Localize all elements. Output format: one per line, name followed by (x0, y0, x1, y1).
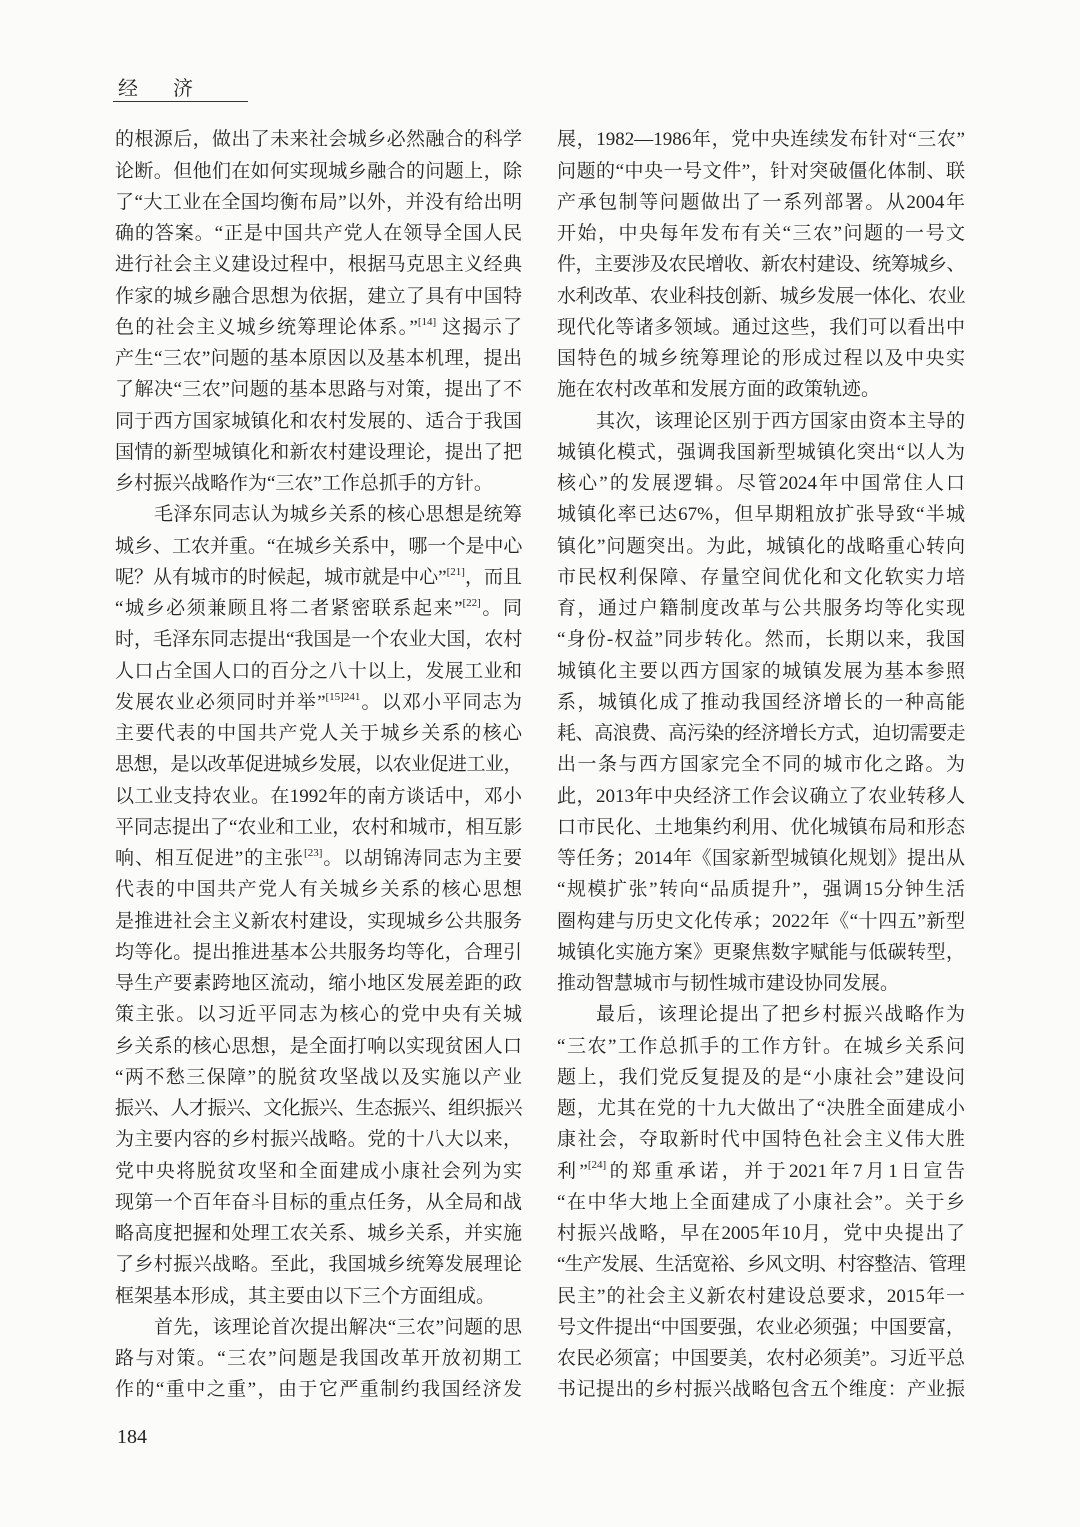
text-segment: 发展农业必须同时并举” (115, 691, 326, 713)
paragraph (557, 999, 965, 1405)
citation-ref: [23] (304, 846, 323, 859)
text-line: 思想，是以改革促进城乡发展，以农业促进工业， (115, 754, 522, 776)
text-line: 国情的新型城镇化和新农村建设理论，提出了把 (115, 441, 522, 463)
text-line (115, 593, 522, 624)
text-line: 系，城镇化成了推动我国经济增长的一种高能 (557, 691, 965, 713)
text-line: 出一条与西方国家完全不同的城市化之路。为 (557, 754, 965, 776)
text-line: 城乡、工农并重。“在城乡关系中，哪一个是中心 (115, 535, 523, 557)
text-line: 件，主要涉及农民增收、新农村建设、统筹城乡、 (557, 254, 965, 276)
text-line: 代表的中国共产党人有关城乡关系的核心思想 (115, 879, 522, 901)
text-line: 此，2013年中央经济工作会议确立了农业转移人 (557, 785, 965, 807)
text-line: 镇化”问题突出。为此，城镇化的战略重心转向 (557, 535, 965, 557)
text-line (115, 312, 522, 343)
text-line: 了“大工业在全国均衡布局”以外，并没有给出明 (115, 191, 522, 213)
text-line: 等任务；2014年《国家新型城镇化规划》提出从 (557, 848, 965, 870)
text-line: 施在农村改革和发展方面的政策轨迹。 (557, 379, 881, 401)
text-line: 党中央将脱贫攻坚和全面建成小康社会列为实 (115, 1160, 522, 1182)
text-line (115, 687, 522, 718)
text-line: 水利改革、农业科技创新、城乡发展一体化、农业 (557, 285, 965, 307)
text-line: 的根源后，做出了未来社会城乡必然融合的科学 (115, 129, 522, 151)
text-line: 书记提出的乡村振兴战略包含五个维度：产业振 (557, 1379, 965, 1401)
text-line: 口市民化、土地集约利用、优化城镇布局和形态 (557, 816, 965, 838)
citation-ref: [14] (417, 315, 437, 328)
text-line: 论断。但他们在如何实现城乡融合的问题上，除 (115, 160, 522, 182)
text-line: 振兴、人才振兴、文化振兴、生态振兴、组织振兴 (115, 1098, 522, 1120)
text-line: 康社会，夺取新时代中国特色社会主义伟大胜 (557, 1129, 965, 1151)
text-line: 民主”的社会主义新农村建设总要求，2015年一 (557, 1285, 965, 1307)
text-line (115, 562, 522, 593)
text-line: 问题的“中央一号文件”，针对突破僵化体制、联 (557, 160, 965, 182)
text-line: “规模扩张”转向“品质提升”，强调15分钟生活 (557, 879, 965, 901)
text-line: 农民必须富；中国要美，农村必须美”。习近平总 (557, 1348, 965, 1370)
text-segment: “城乡必须兼顾且将二者紧密联系起来” (115, 598, 463, 620)
text-line: 城镇化率已达67%，但早期粗放扩张导致“半城 (557, 504, 965, 526)
text-line: 导生产要素跨地区流动，缩小地区发展差距的政 (115, 973, 522, 995)
text-line: “生产发展、生活宽裕、乡风文明、村容整洁、管理 (557, 1254, 965, 1276)
text-line: 路与对策。“三农”问题是我国改革开放初期工 (115, 1348, 522, 1370)
running-head-title: 经 济 (118, 78, 208, 100)
running-head (113, 78, 248, 102)
text-line: 了解决“三农”问题的基本思路与对策，提出了不 (115, 379, 522, 401)
text-line: 推动智慧城市与韧性城市建设协同发展。 (557, 973, 900, 995)
text-segment: 这揭示了 (436, 316, 522, 338)
text-line: 城镇化实施方案》更聚焦数字赋能与低碳转型， (557, 941, 965, 963)
text-line: 现代化等诸多领域。通过这些，我们可以看出中 (557, 316, 965, 338)
text-line: 平同志提出了“农业和工业，农村和城市，相互影 (115, 816, 523, 838)
text-line: 了乡村振兴战略。至此，我国城乡统筹发展理论 (115, 1254, 522, 1276)
text-line: 现第一个百年奋斗目标的重点任务，从全局和战 (115, 1191, 522, 1213)
text-line: “身份-权益”同步转化。然而，长期以来，我国 (557, 629, 965, 651)
text-segment: 色的社会主义城乡统筹理论体系。” (115, 316, 418, 338)
text-line: 题，尤其在党的十九大做出了“决胜全面建成小 (557, 1098, 965, 1120)
text-line: 号文件提出“中国要强，农业必须强；中国要富， (557, 1316, 965, 1338)
text-line: 作家的城乡融合思想为依据，建立了具有中国特 (115, 285, 522, 307)
text-line: 其次，该理论区别于西方国家由资本主导的 (596, 410, 965, 432)
text-line: 开始，中央每年发布有关“三农”问题的一号文 (557, 223, 965, 245)
text-line: 均等化。提出推进基本公共服务均等化，合理引 (115, 941, 522, 963)
text-line (557, 1156, 965, 1187)
text-line: 市民权利保障、存量空间优化和文化软实力培 (557, 566, 965, 588)
paragraph (557, 406, 965, 1000)
paragraph (557, 124, 965, 405)
text-line: 村振兴战略，早在2005年10月，党中央提出了 (557, 1223, 965, 1245)
text-line: 城镇化主要以西方国家的城镇发展为基本参照 (557, 660, 965, 682)
text-segment: 。以胡锦涛同志为主要 (322, 848, 522, 870)
text-line: 乡关系的核心思想，是全面打响以实现贫困人口 (115, 1035, 522, 1057)
paragraph (115, 124, 522, 499)
text-line: 最后，该理论提出了把乡村振兴战略作为 (596, 1004, 965, 1026)
text-line: 产生“三农”问题的基本原因以及基本机理，提出 (115, 348, 522, 370)
text-line (115, 843, 522, 874)
citation-ref: [22] (462, 596, 481, 609)
text-line: 为主要内容的乡村振兴战略。党的十八大以来， (115, 1129, 522, 1151)
text-line: 核心”的发展逻辑。尽管2024年中国常住人口 (557, 473, 965, 495)
text-line: “两不愁三保障”的脱贫攻坚战以及实施以产业 (115, 1066, 522, 1088)
text-segment: 。同 (480, 598, 522, 620)
text-line: 框架基本形成，其主要由以下三个方面组成。 (115, 1285, 496, 1307)
text-line: 展，1982—1986年，党中央连续发布针对“三农” (557, 129, 965, 151)
text-segment: 。以邓小平同志为 (360, 691, 522, 713)
text-segment: 呢？从有城市的时候起，城市就是中心” (115, 566, 447, 588)
text-line: 育，通过户籍制度改革与公共服务均等化实现 (557, 598, 965, 620)
text-line: 确的答案。“正是中国共产党人在领导全国人民 (115, 223, 522, 245)
right-column (557, 124, 965, 1405)
paragraph (115, 499, 522, 1312)
text-line: 作的“重中之重”，由于它严重制约我国经济发 (115, 1379, 522, 1401)
text-line: 圈构建与历史文化传承；2022年《“十四五”新型 (557, 910, 965, 932)
text-line: 时，毛泽东同志提出“我国是一个农业大国，农村 (115, 629, 523, 651)
citation-ref: [21] (446, 565, 465, 578)
paragraph (115, 1312, 522, 1406)
text-segment: 利” (557, 1160, 588, 1182)
citation-ref: [15]241 (325, 690, 361, 703)
text-line: 进行社会主义建设过程中，根据马克思主义经典 (115, 254, 522, 276)
text-line: 同于西方国家城镇化和农村发展的、适合于我国 (115, 410, 522, 432)
text-line: 主要代表的中国共产党人关于城乡关系的核心 (115, 723, 522, 745)
page-number: 184 (117, 1426, 147, 1448)
text-line: 国特色的城乡统筹理论的形成过程以及中央实 (557, 348, 965, 370)
text-line: 耗、高浪费、高污染的经济增长方式，迫切需要走 (557, 723, 965, 745)
text-line: 城镇化模式，强调我国新型城镇化突出“以人为 (557, 441, 965, 463)
text-line: 乡村振兴战略作为“三农”工作总抓手的方针。 (115, 473, 493, 495)
text-line: “在中华大地上全面建成了小康社会”。关于乡 (557, 1191, 965, 1213)
text-line: 是推进社会主义新农村建设，实现城乡公共服务 (115, 910, 522, 932)
left-column (115, 124, 522, 1405)
text-segment: ，而且 (464, 566, 522, 588)
text-line: 以工业支持农业。在1992年的南方谈话中，邓小 (115, 785, 522, 807)
text-segment: 的郑重承诺，并于2021年7月1日宣告 (606, 1160, 965, 1182)
text-line: 策主张。以习近平同志为核心的党中央有关城 (115, 1004, 522, 1026)
text-line: 首先，该理论首次提出解决“三农”问题的思 (154, 1316, 522, 1338)
citation-ref: [24] (587, 1159, 607, 1172)
text-segment: 响、相互促进”的主张 (115, 848, 305, 870)
text-line: 毛泽东同志认为城乡关系的核心思想是统筹 (154, 504, 522, 526)
text-line: 产承包制等问题做出了一系列部署。从2004年 (557, 191, 965, 213)
text-line: 题上，我们党反复提及的是“小康社会”建设问 (557, 1066, 965, 1088)
text-line: 略高度把握和处理工农关系、城乡关系，并实施 (115, 1223, 522, 1245)
text-line: “三农”工作总抓手的工作方针。在城乡关系问 (557, 1035, 965, 1057)
text-line: 人口占全国人口的百分之八十以上，发展工业和 (115, 660, 522, 682)
